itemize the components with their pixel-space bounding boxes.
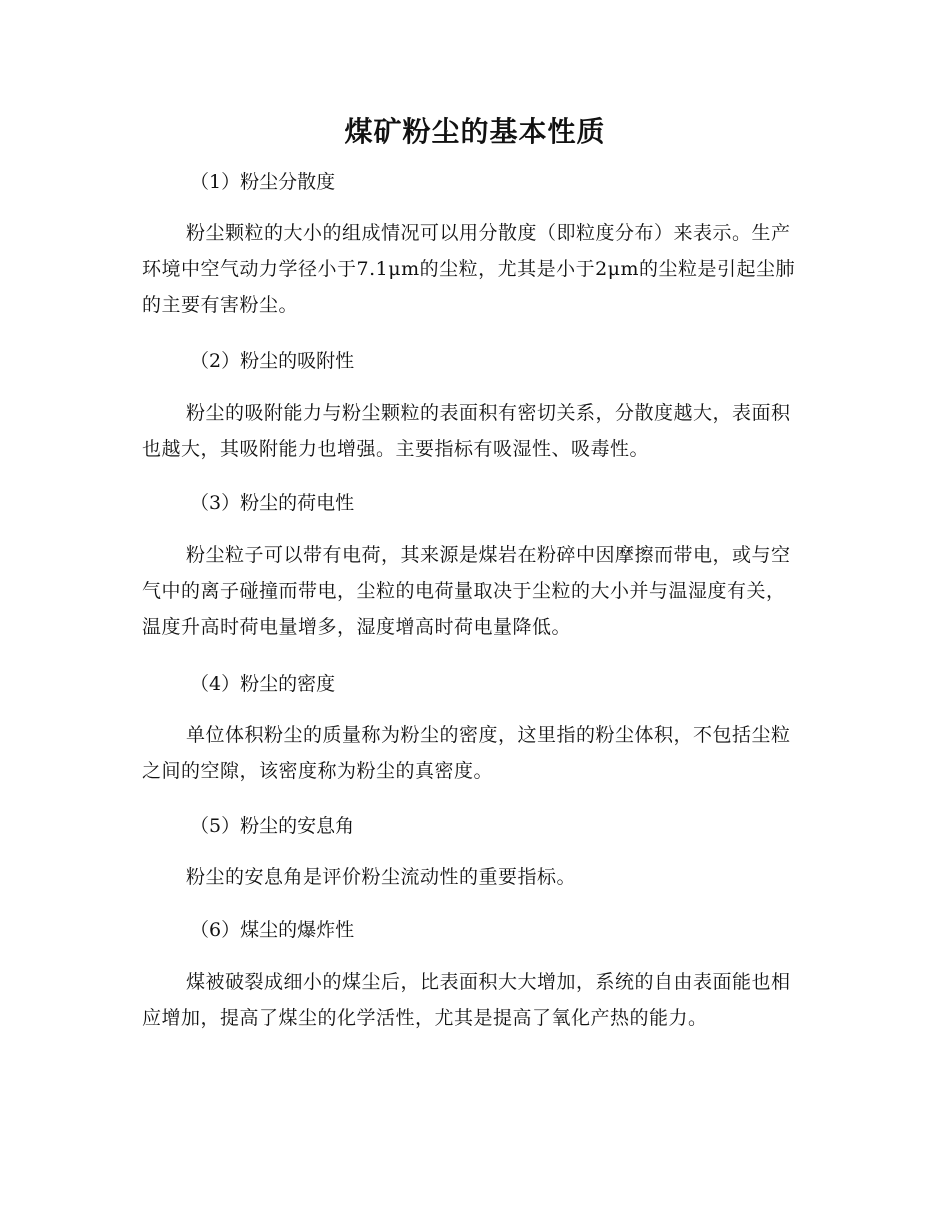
section-heading-3: （3）粉尘的荷电性 — [190, 492, 355, 514]
section-heading-6: （6）煤尘的爆炸性 — [190, 919, 355, 941]
section-body-2: 粉尘的吸附能力与粉尘颗粒的表面积有密切关系，分散度越大，表面积也越大，其吸附能力也增强。主要指标有吸湿性、吸毒性。 — [142, 402, 791, 460]
section-body-4: 单位体积粉尘的质量称为粉尘的密度，这里指的粉尘体积，不包括尘粒之间的空隙，该密度称为粉尘的真密度。 — [142, 724, 791, 782]
section-body-1: 粉尘颗粒的大小的组成情况可以用分散度（即粒度分布）来表示。生产环境中空气动力学径小于7.1μm的尘粒，尤其是小于2μm的尘粒是引起尘肺的主要有害粉尘。 — [142, 222, 796, 316]
section-body-3: 粉尘粒子可以带有电荷，其来源是煤岩在粉碎中因摩擦而带电，或与空气中的离子碰撞而带电，尘粒的电荷量取决于尘粒的大小并与温湿度有关，温度升高时荷电量增多，湿度增高时荷电量降低。 — [142, 544, 791, 638]
section-heading-4: （4）粉尘的密度 — [190, 673, 336, 695]
section-heading-5: （5）粉尘的安息角 — [190, 815, 355, 837]
section-heading-1: （1）粉尘分散度 — [190, 171, 336, 193]
section-body-6: 煤被破裂成细小的煤尘后，比表面积大大增加，系统的自由表面能也相应增加，提高了煤尘的化学活性，尤其是提高了氧化产热的能力。 — [142, 971, 791, 1029]
section-body-5: 粉尘的安息角是评价粉尘流动性的重要指标。 — [186, 866, 577, 888]
document-title: 煤矿粉尘的基本性质 — [344, 115, 606, 148]
section-heading-2: （2）粉尘的吸附性 — [190, 350, 355, 372]
